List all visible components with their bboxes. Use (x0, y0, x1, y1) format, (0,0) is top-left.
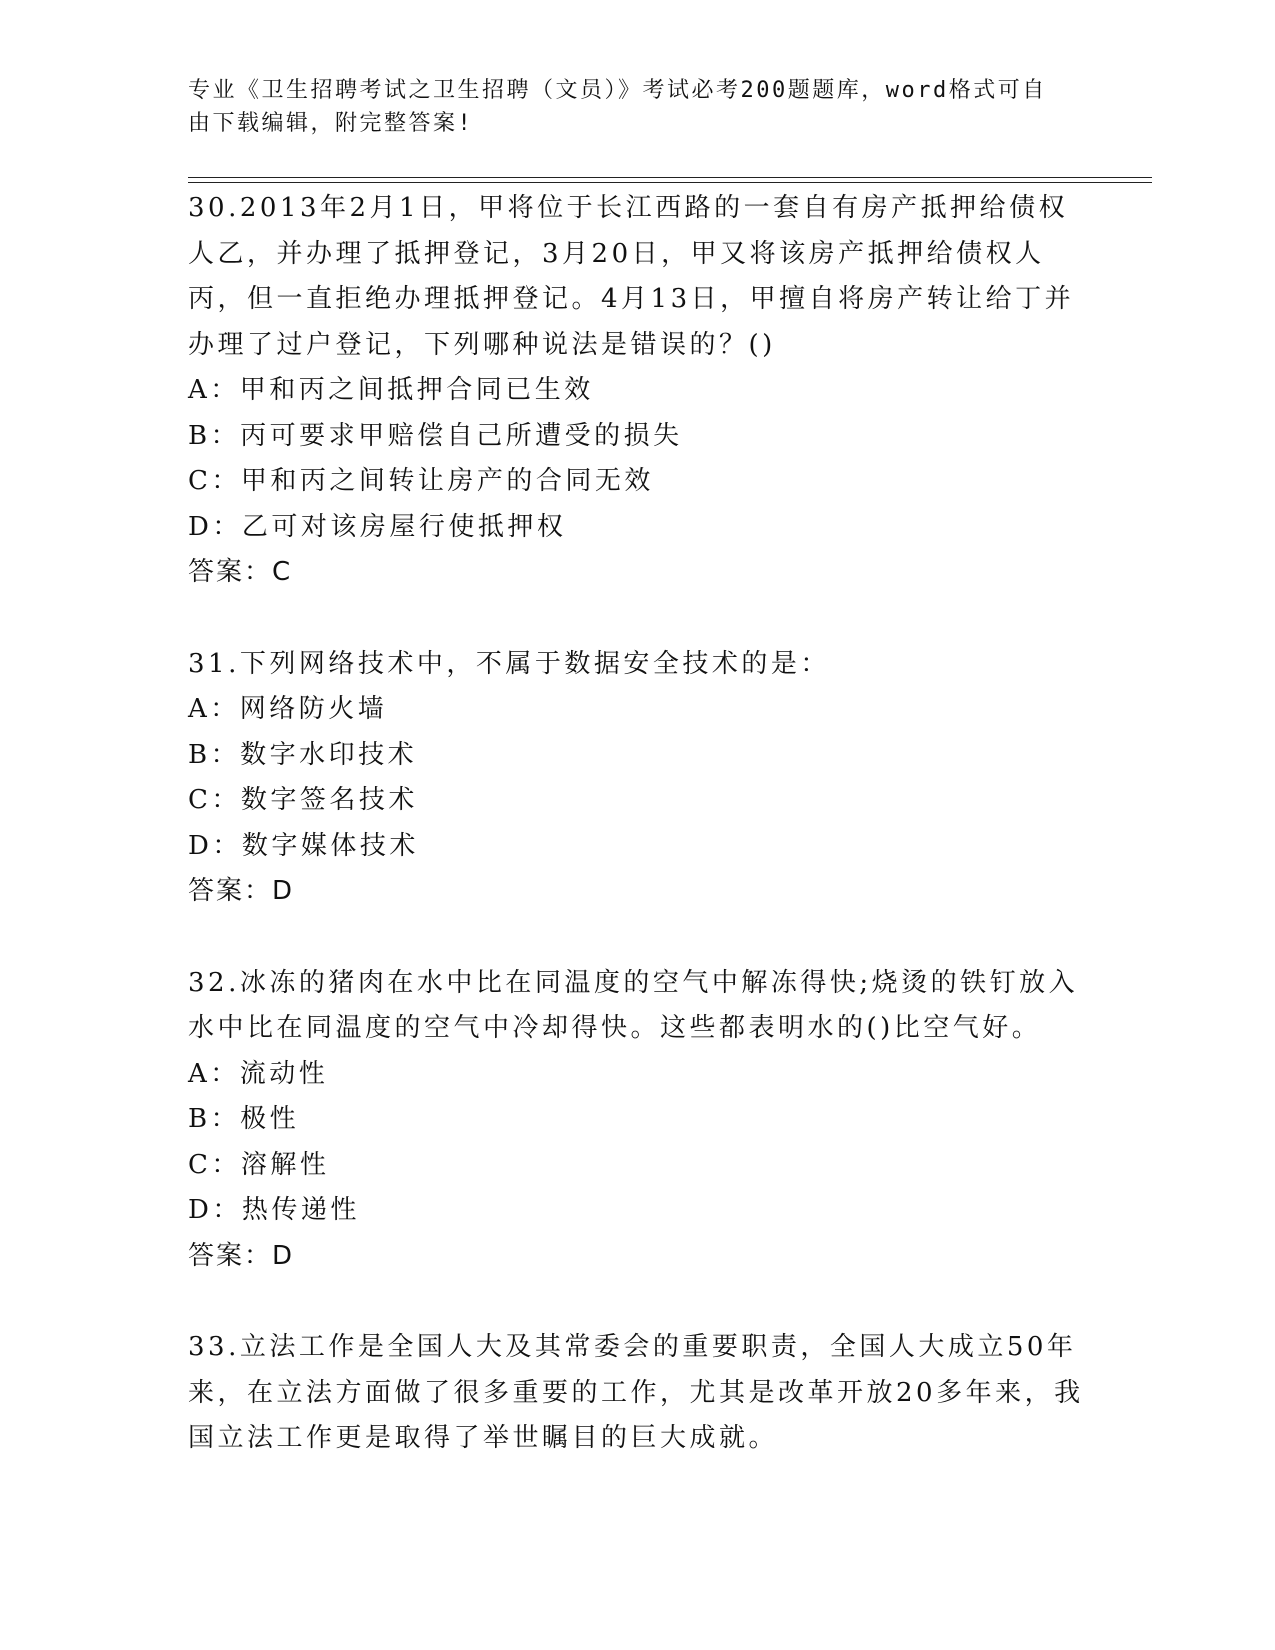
question-33 (188, 1325, 1088, 1462)
option-a: A：甲和丙之间抵押合同已生效 (188, 375, 594, 405)
option-b: B：数字水印技术 (188, 739, 418, 770)
question-text: 33.立法工作是全国人大及其常委会的重要职责，全国人大成立50年来，在立法方面做了很多重要的工作，尤其是改革开放20多年来，我国立法工作更是取得了举世瞩目的巨大成就。 (188, 1332, 1084, 1453)
answer-label: 答案：D (188, 1240, 295, 1271)
answer-label: 答案：D (188, 876, 295, 906)
document-header (188, 74, 1068, 140)
header-line-1: 专业《卫生招聘考试之卫生招聘（文员）》考试必考200题题库，word格式可自 (188, 78, 1047, 103)
option-d: D：乙可对该房屋行使抵押权 (188, 511, 567, 542)
question-31 (188, 642, 1088, 915)
question-text: 31.下列网络技术中，不属于数据安全技术的是： (188, 648, 830, 679)
question-text: 30.2013年2月1日，甲将位于长江西路的一套自有房产抵押给债权人乙，并办理了抵押登记，3月20日，甲又将该房产抵押给债权人丙，但一直拒绝办理抵押登记。4月13日，甲擅自将房产转让给丁并办理了过户登记，下列哪种说法是错误的？() (188, 193, 1075, 360)
answer-label: 答案：C (188, 557, 293, 587)
option-a: A：流动性 (188, 1058, 329, 1089)
question-spacer (188, 1279, 1088, 1325)
question-spacer (188, 596, 1088, 642)
option-d: D：热传递性 (188, 1195, 360, 1225)
header-line-2: 由下载编辑，附完整答案! (188, 111, 474, 136)
option-c: C：甲和丙之间转让房产的合同无效 (188, 466, 654, 496)
option-c: C：溶解性 (188, 1149, 330, 1180)
question-30 (188, 186, 1088, 596)
question-32 (188, 961, 1088, 1280)
option-b: B：丙可要求甲赔偿自己所遭受的损失 (188, 420, 683, 451)
question-spacer (188, 915, 1088, 961)
option-d: D：数字媒体技术 (188, 830, 419, 861)
header-double-rule (188, 177, 1152, 183)
option-c: C：数字签名技术 (188, 785, 418, 815)
option-b: B：极性 (188, 1104, 300, 1134)
option-a: A：网络防火墙 (188, 694, 388, 724)
question-text: 32.冰冻的猪肉在水中比在同温度的空气中解冻得快;烧烫的铁钉放入水中比在同温度的空气中冷却得快。这些都表明水的()比空气好。 (188, 967, 1079, 1043)
question-list (188, 186, 1088, 1462)
